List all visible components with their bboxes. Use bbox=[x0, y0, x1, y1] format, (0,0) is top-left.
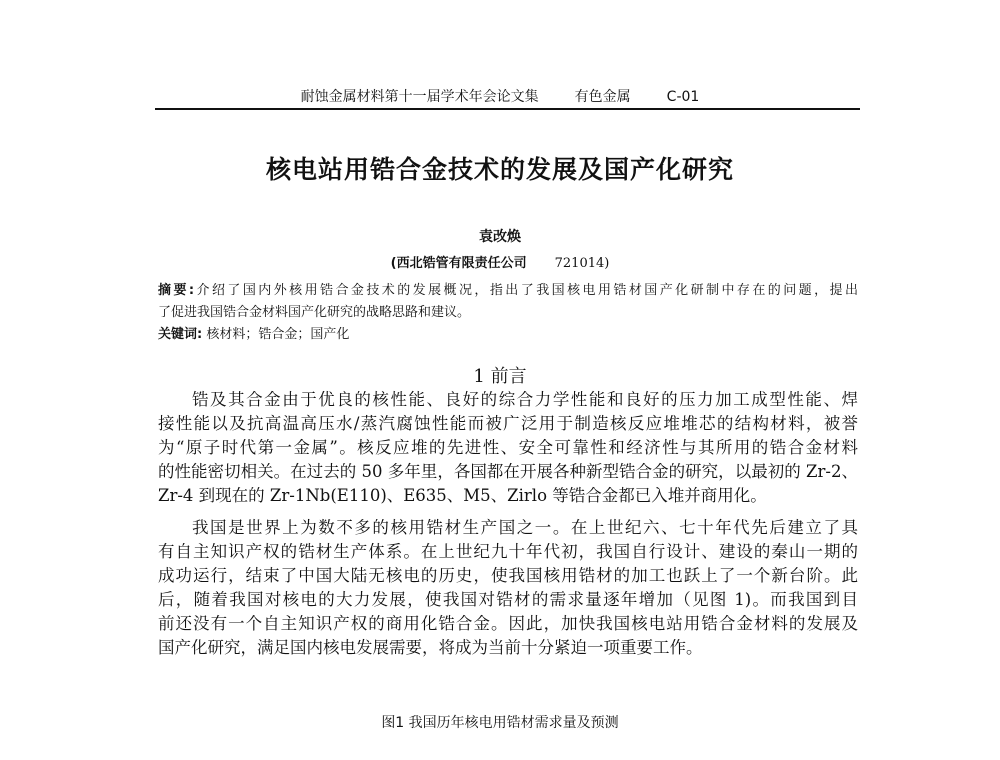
paragraph-line: 有自主知识产权的锆材生产体系。在上世纪九十年代初，我国自行设计、建设的秦山一期的 bbox=[158, 542, 858, 561]
paragraph-line: 成功运行，结束了中国大陆无核电的历史，使我国核用锆材的加工也跃上了一个新台阶。此 bbox=[158, 566, 858, 585]
affiliation bbox=[0, 252, 1000, 271]
journal-name: 耐蚀金属材料第十一届学术年会论文集 bbox=[300, 89, 539, 105]
category: 有色金属 bbox=[574, 89, 631, 105]
affiliation-org: (西北锆管有限责任公司 bbox=[390, 256, 527, 271]
postcode: 721014) bbox=[554, 256, 610, 271]
figure-caption: 图1 我国历年核电用锆材需求量及预测 bbox=[381, 715, 619, 731]
section-heading: 1 前言 bbox=[473, 366, 527, 387]
abstract-line: 了促进我国锆合金材料国产化研究的战略思路和建议。 bbox=[158, 305, 471, 320]
paragraph-line: 后，随着我国对核电的大力发展，使我国对锆材的需求量逐年增加（见图 1)。而我国到目 bbox=[158, 590, 858, 609]
paragraph-line: 的性能密切相关。在过去的 50 多年里，各国都在开展各种新型锆合金的研究，以最初的 Zr-2、 bbox=[158, 462, 858, 481]
abstract-label: 摘要: bbox=[158, 283, 195, 298]
paragraph-line: 我国是世界上为数不多的核用锆材生产国之一。在上世纪六、七十年代先后建立了具 bbox=[192, 518, 858, 537]
keywords-text: 核材料；锆合金；国产化 bbox=[202, 327, 350, 342]
abstract-text: 介绍了国内外核用锆合金技术的发展概况，指出了我国核电用锆材国产化研制中存在的问题，提出 bbox=[194, 283, 858, 298]
paper-title: 核电站用锆合金技术的发展及国产化研究 bbox=[265, 155, 734, 184]
running-header bbox=[0, 86, 1000, 106]
paragraph-line: 为“原子时代第一金属”。核反应堆的先进性、安全可靠性和经济性与其所用的锆合金材料 bbox=[158, 438, 858, 457]
paragraph-line: Zr-4 到现在的 Zr-1Nb(E110)、E635、M5、Zirlo 等锆合金都已入堆并商用化。 bbox=[158, 486, 767, 505]
keywords bbox=[158, 323, 858, 342]
keywords-label: 关键词: bbox=[158, 327, 203, 342]
paragraph-line: 锆及其合金由于优良的核性能、良好的综合力学性能和良好的压力加工成型性能、焊 bbox=[192, 390, 858, 409]
paragraph-line: 接性能以及抗高温高压水/蒸汽腐蚀性能而被广泛用于制造核反应堆堆芯的结构材料，被誉 bbox=[158, 414, 858, 433]
paragraph-line: 前还没有一个自主知识产权的商用化锆合金。因此，加快我国核电站用锆合金材料的发展及 bbox=[158, 614, 858, 633]
paragraph-line: 国产化研究，满足国内核电发展需要，将成为当前十分紧迫一项重要工作。 bbox=[158, 638, 703, 657]
author: 袁改焕 bbox=[479, 229, 521, 245]
header-rule bbox=[155, 108, 860, 110]
abstract-line bbox=[158, 279, 858, 298]
paper-code: C-01 bbox=[666, 89, 700, 105]
